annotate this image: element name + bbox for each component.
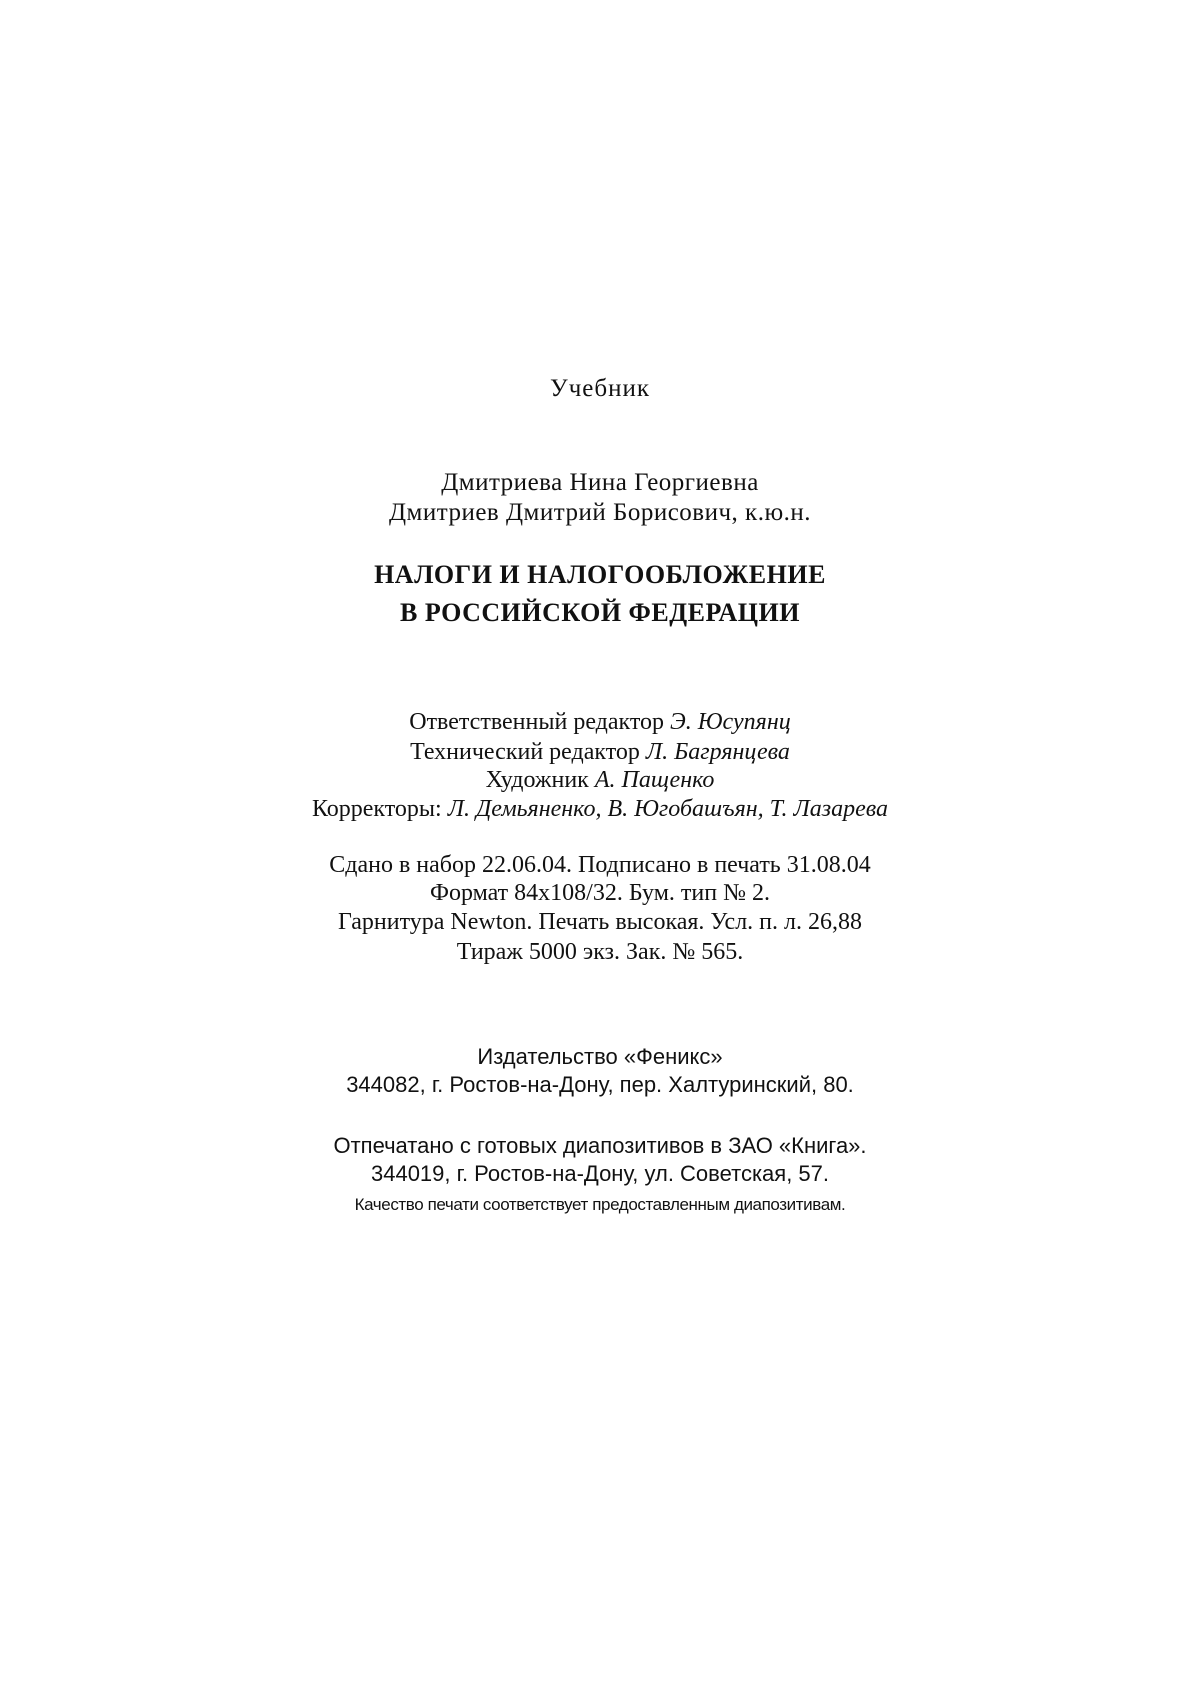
credit-tech-editor: [0, 740, 1200, 764]
credit-editor-label: Ответственный редактор: [409, 709, 665, 735]
print-quality-note: Качество печати соответствует предоставленным диапозитивам.: [354, 1195, 846, 1214]
imprint-line-3: Гарнитура Newton. Печать высокая. Усл. п. л. 26,88: [337, 909, 862, 935]
credit-proofreaders-label: Корректоры:: [311, 796, 442, 822]
book-title-line-2: В РОССИЙСКОЙ ФЕДЕРАЦИИ: [400, 598, 800, 627]
publisher-address: 344082, г. Ростов-на-Дону, пер. Халтуринский, 80.: [346, 1072, 854, 1097]
imprint-line-2: Формат 84x108/32. Бум. тип № 2.: [430, 880, 770, 906]
author-1: Дмитриева Нина Георгиевна: [441, 469, 759, 496]
credit-artist: [0, 768, 1200, 792]
book-title-line-1: НАЛОГИ И НАЛОГООБЛОЖЕНИЕ: [374, 560, 826, 589]
credit-proofreaders-names: Л. Демьяненко, В. Югобашъян, Т. Лазарева: [447, 796, 889, 822]
credit-tech-editor-label: Технический редактор: [410, 739, 640, 765]
credit-proofreaders: [0, 797, 1200, 821]
printer-line: Отпечатано с готовых диапозитивов в ЗАО «Книга».: [333, 1133, 867, 1158]
credit-artist-label: Художник: [485, 767, 589, 793]
book-genre: Учебник: [550, 375, 650, 402]
imprint-line-4: Тираж 5000 экз. Зак. № 565.: [456, 939, 744, 965]
author-2: Дмитриев Дмитрий Борисович, к.ю.н.: [388, 499, 812, 526]
credit-editor: [0, 710, 1200, 734]
printer-address: 344019, г. Ростов-на-Дону, ул. Советская, 57.: [370, 1161, 830, 1186]
imprint-line-1: Сдано в набор 22.06.04. Подписано в печать 31.08.04: [329, 852, 871, 878]
credit-tech-editor-name: Л. Багрянцева: [645, 739, 790, 765]
credit-artist-name: А. Пащенко: [594, 767, 715, 793]
publisher-name: Издательство «Феникс»: [477, 1044, 723, 1069]
credit-editor-name: Э. Юсупянц: [670, 709, 791, 735]
